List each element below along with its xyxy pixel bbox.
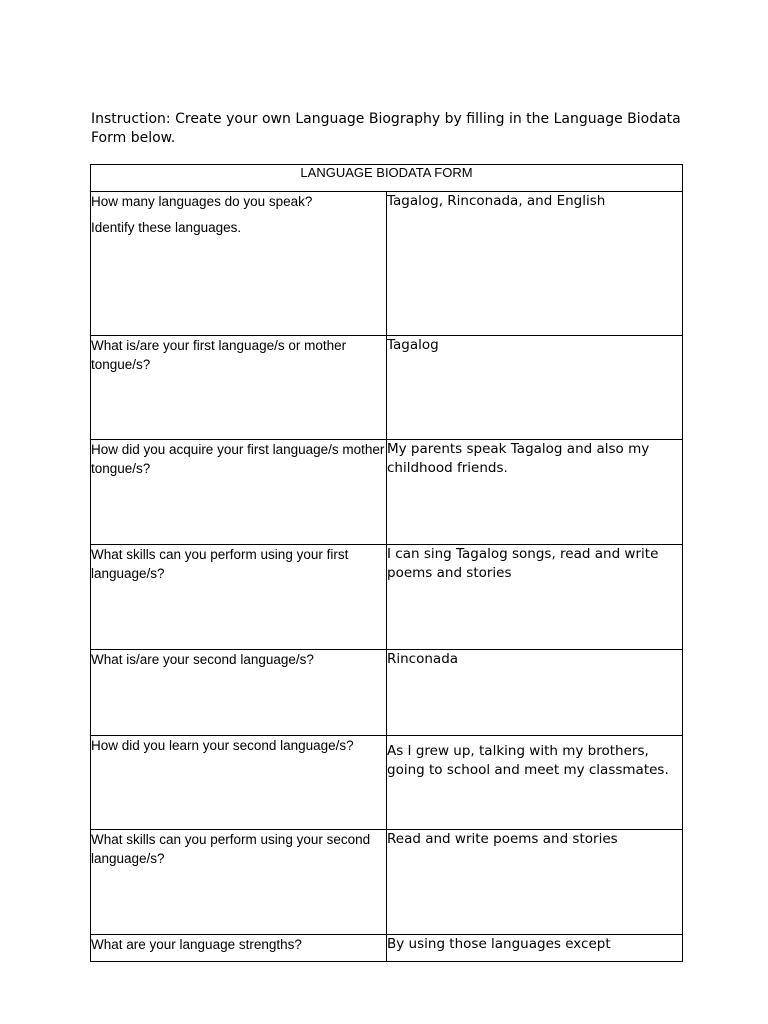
language-biodata-form <box>90 164 683 962</box>
question-cell <box>91 336 387 440</box>
instruction-text: Instruction: Create your own Language Biography by filling in the Language Biodata Form below. <box>91 111 681 146</box>
question-cell <box>91 192 387 336</box>
answer-cell: Tagalog, Rinconada, and English <box>387 192 683 336</box>
answer-cell: My parents speak Tagalog and also my childhood friends. <box>387 440 683 545</box>
question-text: How did you acquire your first language/s mother tongue/s? <box>91 442 385 476</box>
question-text: How many languages do you speak? <box>91 194 313 209</box>
question-cell <box>91 440 387 545</box>
question-cell <box>91 830 387 935</box>
question-text: What are your language strengths? <box>91 937 302 952</box>
form-row <box>91 336 683 440</box>
question-cell <box>91 545 387 650</box>
answer-cell: Tagalog <box>387 336 683 440</box>
answer-cell: As I grew up, talking with my brothers, going to school and meet my classmates. <box>387 736 683 830</box>
answer-cell: By using those languages except <box>387 935 683 962</box>
form-header-row <box>91 165 683 192</box>
question-text: What is/are your second language/s? <box>91 652 314 667</box>
form-row <box>91 545 683 650</box>
answer-cell: Rinconada <box>387 650 683 736</box>
answer-cell: Read and write poems and stories <box>387 830 683 935</box>
form-row <box>91 935 683 962</box>
question-text: What skills can you perform using your second language/s? <box>91 832 371 866</box>
question-text: Identify these languages. <box>91 220 242 235</box>
question-cell <box>91 736 387 830</box>
form-row <box>91 440 683 545</box>
question-text: What is/are your first language/s or mother tongue/s? <box>91 338 347 372</box>
form-title: LANGUAGE BIODATA FORM <box>91 165 683 192</box>
question-cell <box>91 650 387 736</box>
form-row <box>91 192 683 336</box>
form-row <box>91 650 683 736</box>
answer-cell: I can sing Tagalog songs, read and write poems and stories <box>387 545 683 650</box>
form-row <box>91 736 683 830</box>
question-cell <box>91 935 387 962</box>
form-row <box>91 830 683 935</box>
question-text: How did you learn your second language/s? <box>91 738 354 753</box>
question-text: What skills can you perform using your first language/s? <box>91 547 349 581</box>
